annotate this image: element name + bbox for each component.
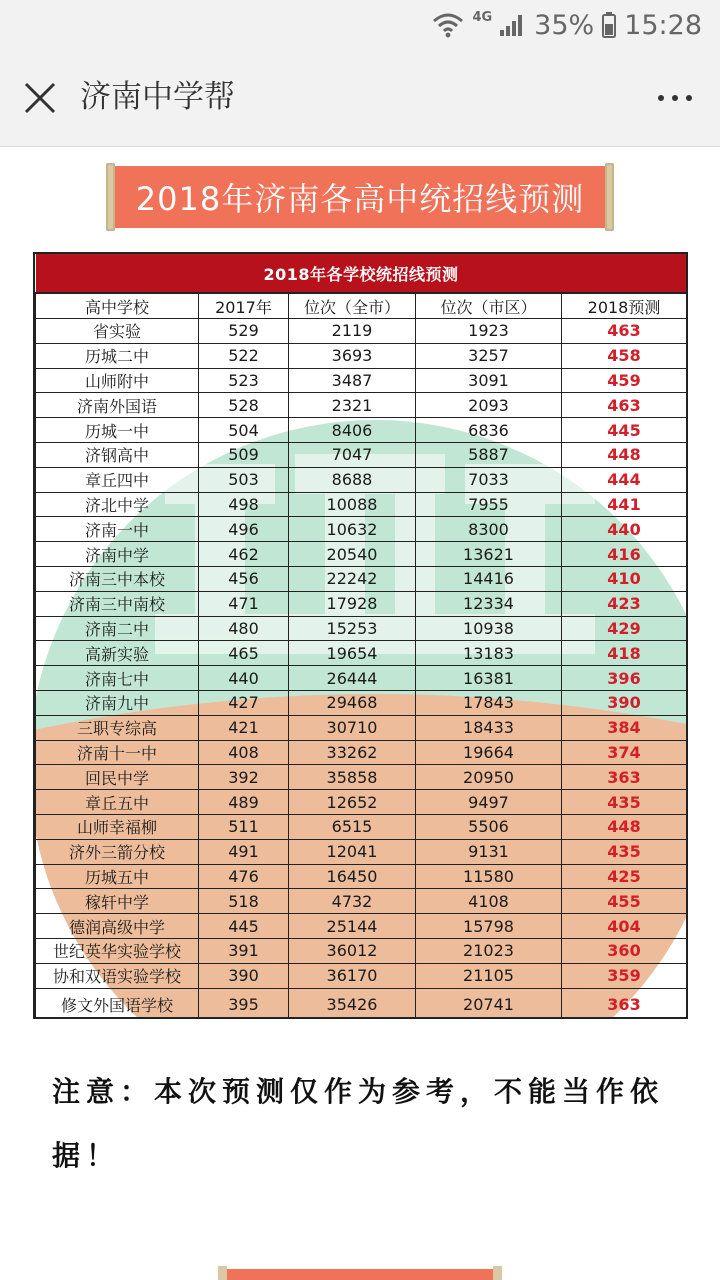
cell-rank-city: 17928: [289, 591, 416, 616]
page-title: 济南中学帮: [80, 79, 235, 115]
cell-2018-prediction: 410: [562, 566, 687, 591]
cell-2017-score: 392: [199, 765, 289, 790]
cell-rank-city: 36012: [289, 938, 416, 963]
table-row: [36, 790, 687, 815]
next-banner-bar: [227, 1269, 493, 1280]
table-row: [36, 864, 687, 889]
cell-rank-urban: 7033: [416, 467, 562, 492]
header-2017-score: 2017年: [199, 293, 289, 319]
cell-rank-urban: 13621: [416, 542, 562, 567]
cell-2018-prediction: 360: [562, 938, 687, 963]
close-icon[interactable]: [22, 80, 58, 116]
scroll-cap-left: [106, 163, 115, 231]
cell-rank-city: 15253: [289, 616, 416, 641]
cell-rank-urban: 2093: [416, 393, 562, 418]
cell-school: 济南三中南校: [36, 591, 199, 616]
cell-2018-prediction: 418: [562, 641, 687, 666]
battery-percent: 35%: [534, 9, 595, 41]
cell-rank-urban: 17843: [416, 690, 562, 715]
cell-rank-city: 8688: [289, 467, 416, 492]
cell-2017-score: 445: [199, 914, 289, 939]
cell-school: 稼轩中学: [36, 889, 199, 914]
cell-rank-urban: 10938: [416, 616, 562, 641]
cell-rank-urban: 9497: [416, 790, 562, 815]
table-title-row: [36, 254, 687, 293]
cell-school: 世纪英华实验学校: [36, 938, 199, 963]
cell-rank-urban: 11580: [416, 864, 562, 889]
cell-school: 济钢高中: [36, 442, 199, 467]
cell-2017-score: 408: [199, 740, 289, 765]
wifi-icon: [432, 12, 464, 38]
cell-2017-score: 522: [199, 343, 289, 368]
cell-rank-urban: 9131: [416, 839, 562, 864]
cell-2017-score: 528: [199, 393, 289, 418]
table-row: [36, 889, 687, 914]
cell-2018-prediction: 440: [562, 517, 687, 542]
cell-rank-city: 19654: [289, 641, 416, 666]
battery-icon: [602, 12, 616, 38]
cell-school: 山师幸福柳: [36, 814, 199, 839]
cell-rank-city: 4732: [289, 889, 416, 914]
cell-2017-score: 465: [199, 641, 289, 666]
cell-school: 济北中学: [36, 492, 199, 517]
cell-rank-urban: 5887: [416, 442, 562, 467]
cell-2018-prediction: 435: [562, 790, 687, 815]
cell-2017-score: 421: [199, 715, 289, 740]
cell-school: 济南外国语: [36, 393, 199, 418]
cell-school: 省实验: [36, 319, 199, 344]
table-row: [36, 517, 687, 542]
cell-rank-city: 6515: [289, 814, 416, 839]
cell-rank-city: 10632: [289, 517, 416, 542]
headline-banner: [106, 163, 614, 231]
cell-2017-score: 503: [199, 467, 289, 492]
cell-rank-urban: 3091: [416, 368, 562, 393]
cell-rank-city: 35426: [289, 988, 416, 1019]
cell-rank-urban: 8300: [416, 517, 562, 542]
cell-2017-score: 391: [199, 938, 289, 963]
cell-2017-score: 529: [199, 319, 289, 344]
cell-2017-score: 471: [199, 591, 289, 616]
table-row: [36, 814, 687, 839]
cell-2017-score: 427: [199, 690, 289, 715]
table-row: [36, 442, 687, 467]
scroll-cap-right: [493, 1266, 502, 1280]
cell-2017-score: 462: [199, 542, 289, 567]
cell-2017-score: 489: [199, 790, 289, 815]
cell-rank-city: 12041: [289, 839, 416, 864]
cell-2018-prediction: 359: [562, 963, 687, 988]
cell-2018-prediction: 448: [562, 442, 687, 467]
table-row: [36, 938, 687, 963]
cell-rank-city: 20540: [289, 542, 416, 567]
table-row: [36, 319, 687, 344]
cell-2018-prediction: 374: [562, 740, 687, 765]
table-row: [36, 467, 687, 492]
more-dot-icon: [672, 95, 678, 101]
table-row: [36, 492, 687, 517]
cell-2017-score: 496: [199, 517, 289, 542]
cell-school: 济南十一中: [36, 740, 199, 765]
cell-rank-city: 2119: [289, 319, 416, 344]
cell-school: 历城一中: [36, 418, 199, 443]
title-bar: [0, 50, 720, 147]
cell-2018-prediction: 384: [562, 715, 687, 740]
cell-rank-urban: 14416: [416, 566, 562, 591]
cell-school: 协和双语实验学校: [36, 963, 199, 988]
cell-2017-score: 480: [199, 616, 289, 641]
header-2018-prediction: 2018预测: [562, 293, 687, 319]
cell-rank-urban: 13183: [416, 641, 562, 666]
cell-rank-city: 8406: [289, 418, 416, 443]
cell-2017-score: 498: [199, 492, 289, 517]
cell-rank-city: 3693: [289, 343, 416, 368]
cell-2018-prediction: 404: [562, 914, 687, 939]
cell-2018-prediction: 463: [562, 393, 687, 418]
cell-2018-prediction: 396: [562, 666, 687, 691]
cell-rank-city: 30710: [289, 715, 416, 740]
table-row: [36, 740, 687, 765]
table-row: [36, 418, 687, 443]
table-row: [36, 839, 687, 864]
disclaimer-note: 注意：本次预测仅作为参考，不能当作依据！: [52, 1075, 665, 1172]
cell-rank-urban: 3257: [416, 343, 562, 368]
table-title: 2018年各学校统招线预测: [36, 254, 687, 293]
cell-school: 山师附中: [36, 368, 199, 393]
cell-2018-prediction: 458: [562, 343, 687, 368]
cell-2017-score: 395: [199, 988, 289, 1019]
cell-rank-city: 10088: [289, 492, 416, 517]
scroll-cap-left: [218, 1266, 227, 1280]
cell-school: 章丘五中: [36, 790, 199, 815]
cell-school: 济南七中: [36, 666, 199, 691]
signal-icon: [500, 14, 526, 36]
cell-rank-urban: 19664: [416, 740, 562, 765]
cell-school: 历城五中: [36, 864, 199, 889]
cell-rank-urban: 15798: [416, 914, 562, 939]
cell-rank-city: 12652: [289, 790, 416, 815]
cell-rank-urban: 7955: [416, 492, 562, 517]
cell-rank-city: 7047: [289, 442, 416, 467]
cell-rank-city: 25144: [289, 914, 416, 939]
table-row: [36, 963, 687, 988]
banner-text: 2018年济南各高中统招线预测: [115, 166, 605, 228]
more-dot-icon: [686, 95, 692, 101]
table-row: [36, 343, 687, 368]
status-icons: [432, 8, 702, 42]
data-table: [35, 254, 687, 1019]
cell-2018-prediction: 363: [562, 765, 687, 790]
table-row: [36, 666, 687, 691]
more-options-button[interactable]: [650, 78, 700, 118]
cell-school: 修文外国语学校: [36, 988, 199, 1019]
cell-school: 济南二中: [36, 616, 199, 641]
cell-rank-city: 33262: [289, 740, 416, 765]
cell-2018-prediction: 390: [562, 690, 687, 715]
cell-school: 济南一中: [36, 517, 199, 542]
cell-rank-city: 35858: [289, 765, 416, 790]
table-row: [36, 542, 687, 567]
cell-2018-prediction: 455: [562, 889, 687, 914]
cell-2018-prediction: 463: [562, 319, 687, 344]
table-row: [36, 914, 687, 939]
cell-rank-urban: 6836: [416, 418, 562, 443]
cell-school: 德润高级中学: [36, 914, 199, 939]
table-row: [36, 988, 687, 1019]
table-row: [36, 690, 687, 715]
table-row: [36, 393, 687, 418]
cell-2017-score: 504: [199, 418, 289, 443]
cell-school: 章丘四中: [36, 467, 199, 492]
next-banner: [218, 1266, 502, 1280]
cell-rank-urban: 18433: [416, 715, 562, 740]
cell-rank-urban: 5506: [416, 814, 562, 839]
clock: 15:28: [624, 9, 702, 41]
cell-rank-city: 36170: [289, 963, 416, 988]
cell-school: 回民中学: [36, 765, 199, 790]
table-row: [36, 566, 687, 591]
cell-2017-score: 390: [199, 963, 289, 988]
cell-rank-city: 22242: [289, 566, 416, 591]
cell-2018-prediction: 459: [562, 368, 687, 393]
cell-school: 济南中学: [36, 542, 199, 567]
cell-rank-urban: 20741: [416, 988, 562, 1019]
prediction-table: [33, 252, 688, 1019]
cell-2018-prediction: 363: [562, 988, 687, 1019]
table-header-row: [36, 293, 687, 319]
table-row: [36, 641, 687, 666]
cell-2018-prediction: 445: [562, 418, 687, 443]
table-row: [36, 715, 687, 740]
cell-rank-urban: 12334: [416, 591, 562, 616]
cell-2017-score: 456: [199, 566, 289, 591]
cell-2018-prediction: 444: [562, 467, 687, 492]
cell-2017-score: 440: [199, 666, 289, 691]
cell-2018-prediction: 425: [562, 864, 687, 889]
more-dot-icon: [658, 95, 664, 101]
header-rank-city: 位次（全市）: [289, 293, 416, 319]
cell-2017-score: 511: [199, 814, 289, 839]
cell-rank-city: 2321: [289, 393, 416, 418]
cell-school: 济南九中: [36, 690, 199, 715]
header-rank-urban: 位次（市区）: [416, 293, 562, 319]
cell-2017-score: 523: [199, 368, 289, 393]
status-bar: [0, 0, 720, 50]
cell-rank-urban: 1923: [416, 319, 562, 344]
cell-rank-city: 16450: [289, 864, 416, 889]
header-school: 高中学校: [36, 293, 199, 319]
cell-2018-prediction: 448: [562, 814, 687, 839]
cell-school: 历城二中: [36, 343, 199, 368]
network-type: 4G: [472, 9, 493, 25]
cell-2018-prediction: 423: [562, 591, 687, 616]
cell-rank-urban: 21105: [416, 963, 562, 988]
table-row: [36, 616, 687, 641]
cell-school: 高新实验: [36, 641, 199, 666]
cell-school: 三职专综高: [36, 715, 199, 740]
cell-2018-prediction: 429: [562, 616, 687, 641]
cell-school: 济南三中本校: [36, 566, 199, 591]
cell-school: 济外三箭分校: [36, 839, 199, 864]
cell-rank-city: 26444: [289, 666, 416, 691]
cell-2017-score: 491: [199, 839, 289, 864]
cell-2018-prediction: 441: [562, 492, 687, 517]
table-row: [36, 765, 687, 790]
cell-2018-prediction: 435: [562, 839, 687, 864]
cell-rank-city: 3487: [289, 368, 416, 393]
scroll-cap-right: [605, 163, 614, 231]
cell-2017-score: 518: [199, 889, 289, 914]
cell-rank-urban: 16381: [416, 666, 562, 691]
table-row: [36, 368, 687, 393]
cell-2018-prediction: 416: [562, 542, 687, 567]
cell-rank-urban: 20950: [416, 765, 562, 790]
cell-rank-urban: 21023: [416, 938, 562, 963]
cell-2017-score: 509: [199, 442, 289, 467]
cell-2017-score: 476: [199, 864, 289, 889]
table-row: [36, 591, 687, 616]
cell-rank-city: 29468: [289, 690, 416, 715]
cell-rank-urban: 4108: [416, 889, 562, 914]
